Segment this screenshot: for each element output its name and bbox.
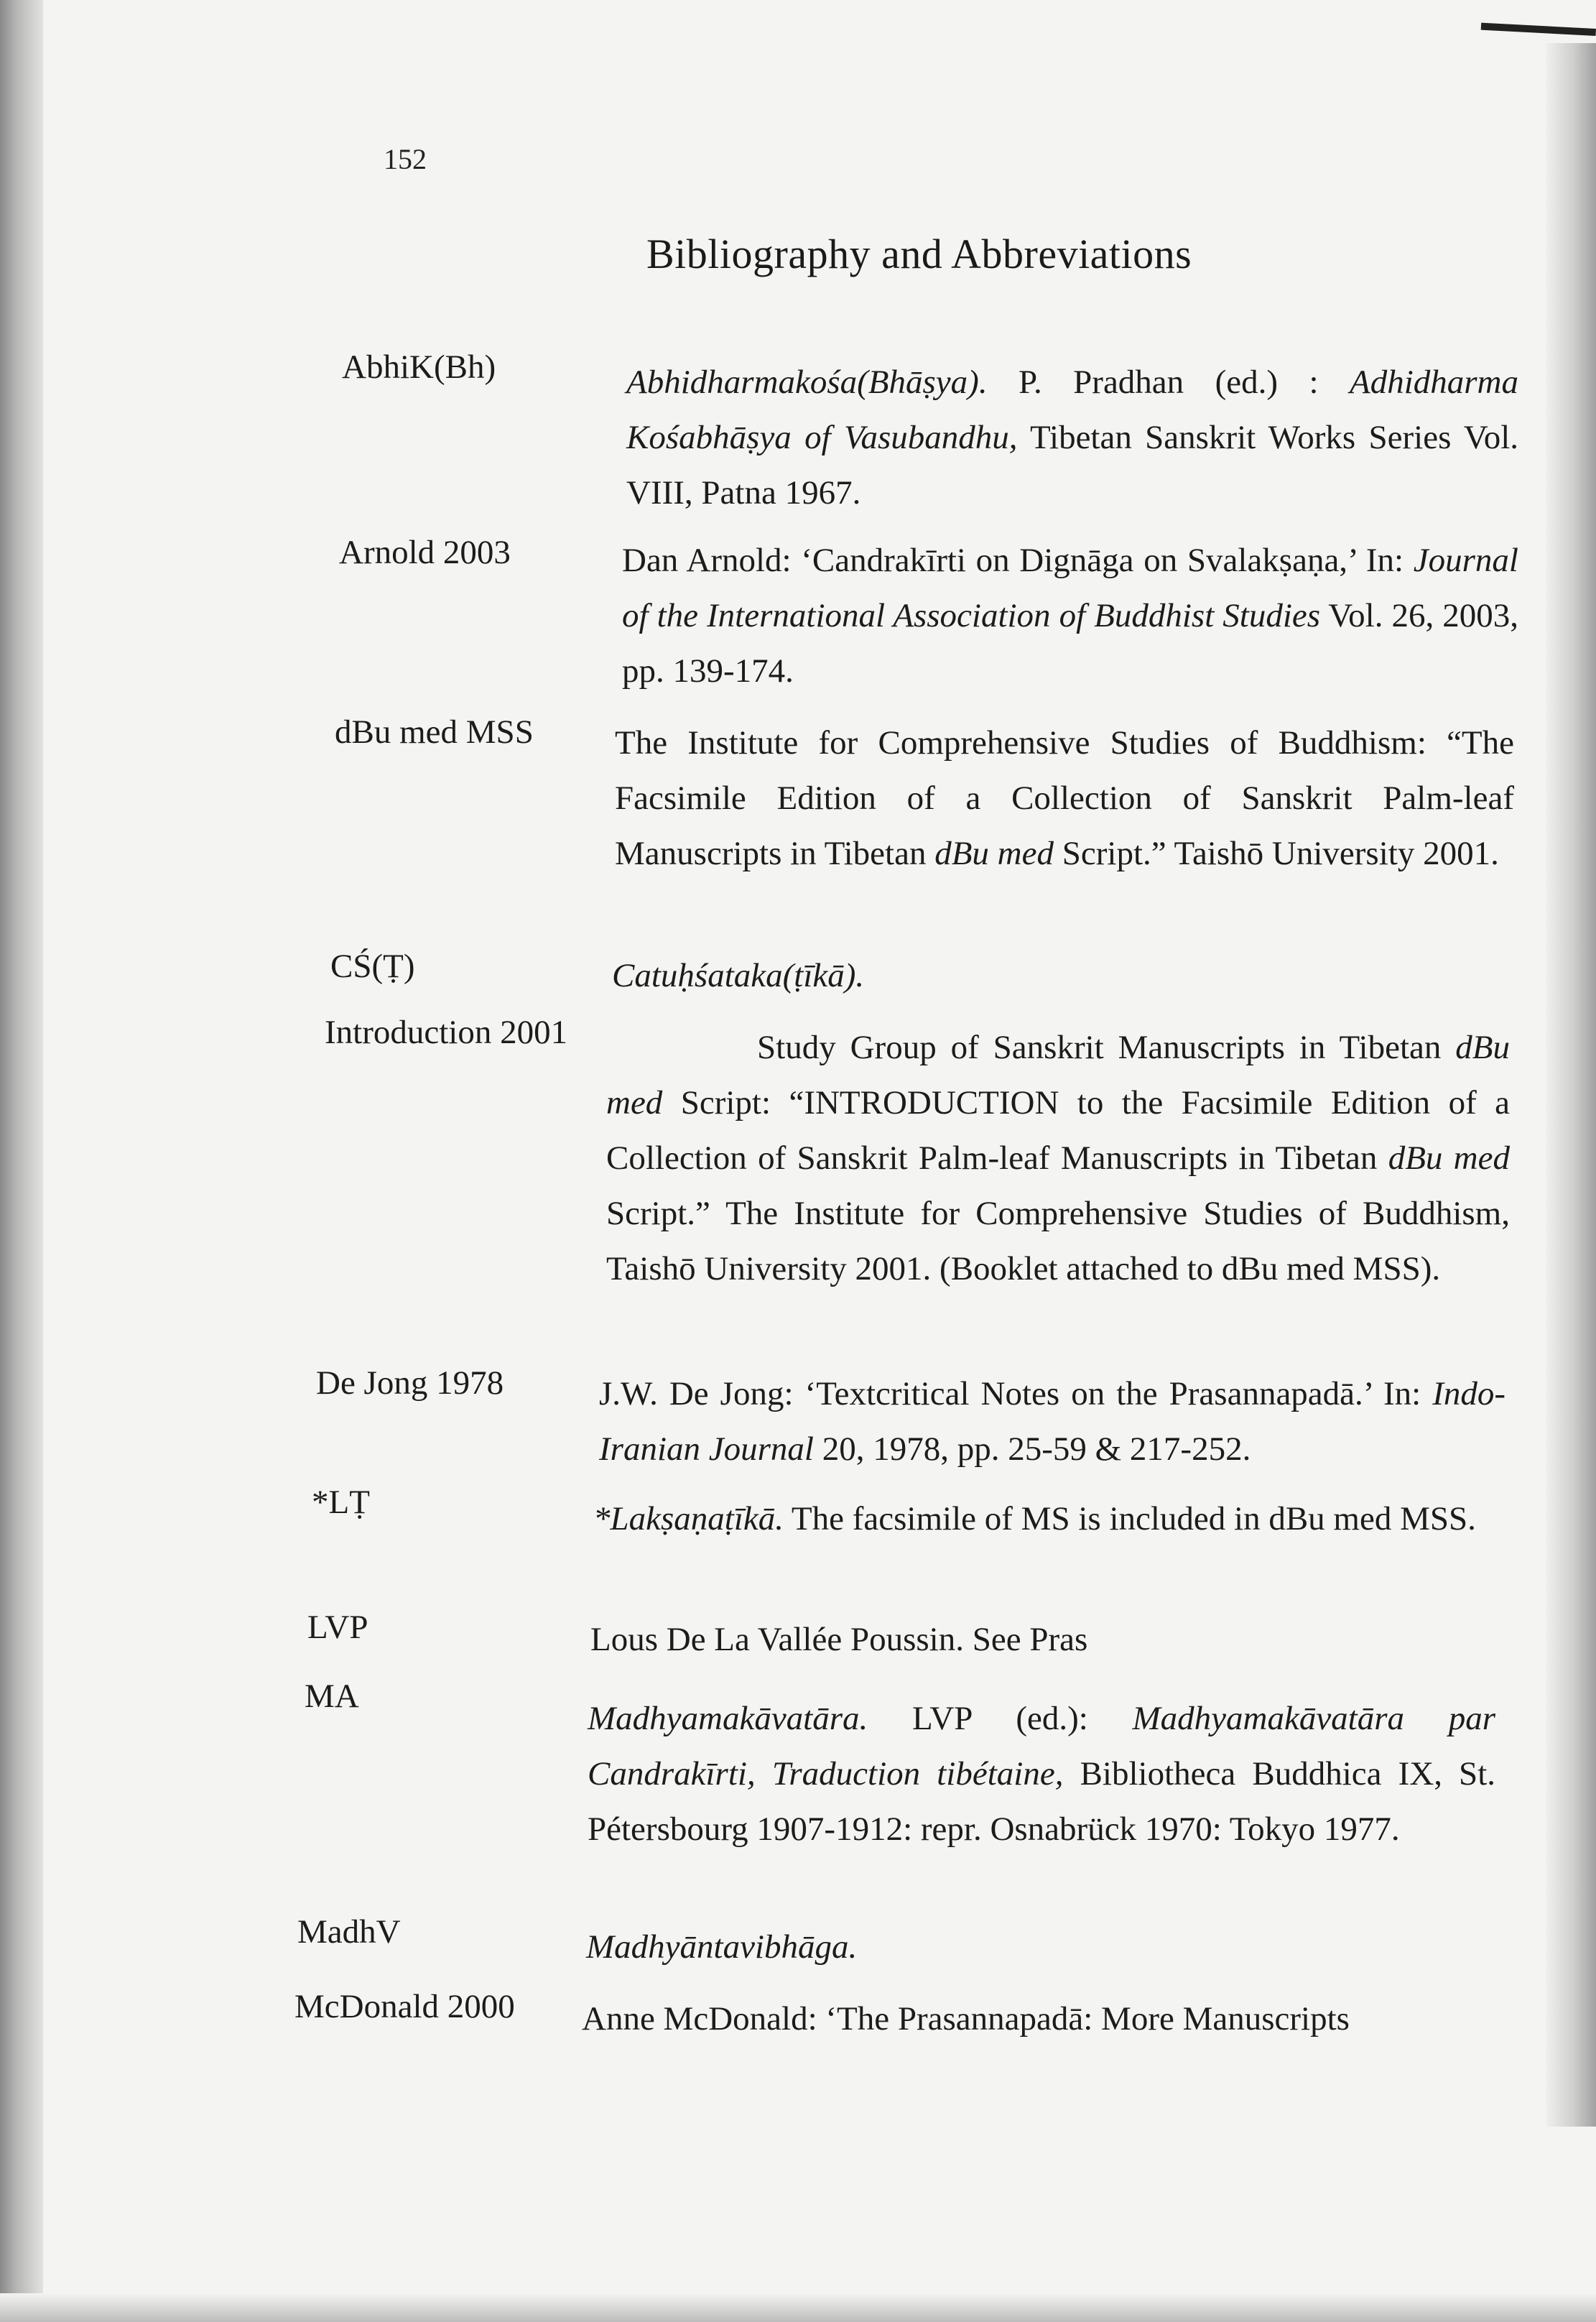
page-edge (1481, 23, 1596, 36)
desc-dbu-med-mss (615, 716, 1514, 882)
text-segment: LVP (ed.): (868, 1700, 1133, 1737)
text-segment: P. Pradhan (ed.) : (987, 364, 1350, 401)
abbr-abhik: AbhiK(Bh) (342, 348, 496, 386)
italic-segment: Catuḥśataka(ṭīkā). (612, 957, 865, 994)
italic-segment: dBu med (606, 1029, 1510, 1121)
desc-lt (593, 1491, 1503, 1547)
desc-lvp (590, 1612, 1500, 1668)
abbr-dbu-med-mss: dBu med MSS (335, 713, 534, 751)
text-segment: Script: “INTRODUCTION to the Facsimile Edition of a Collection of Sanskrit Palm-leaf Manuscripts in Tibetan (606, 1084, 1510, 1177)
italic-segment: Indo-Iranian Journal (599, 1375, 1505, 1468)
abbr-cs-t: CŚ(Ṭ) (330, 948, 415, 985)
desc-ma (588, 1691, 1495, 1857)
page-number: 152 (384, 143, 427, 175)
desc-madhv (586, 1920, 1493, 1975)
italic-segment: Madhyāntavibhāga. (586, 1928, 858, 1966)
desc-introduction-2001 (606, 1020, 1510, 1297)
page-title: Bibliography and Abbreviations (646, 231, 1192, 277)
abbr-arnold-2003: Arnold 2003 (339, 534, 511, 571)
desc-mcdonald-2000 (582, 1992, 1495, 2047)
abbr-introduction-2001: Introduction 2001 (325, 1014, 568, 1051)
scan-shadow-right (1546, 43, 1596, 2127)
italic-segment: dBu med (934, 835, 1054, 872)
italic-segment: *Lakṣaṇaṭīkā. (593, 1500, 784, 1537)
italic-segment: Madhyamakāvatāra. (588, 1700, 868, 1737)
text-segment: Anne McDonald: ‘The Prasannapadā: More Manuscripts (582, 2000, 1350, 2037)
italic-segment: Adhidharma Kośabhāṣya of Vasubandhu, (626, 364, 1518, 456)
scan-shadow-bottom (0, 2293, 1596, 2322)
abbr-lvp: LVP (307, 1609, 368, 1646)
italic-segment: Abhidharmakośa(Bhāṣya). (626, 364, 988, 401)
text-segment: The facsimile of MS is included in dBu med MSS. (784, 1500, 1476, 1537)
desc-arnold-2003 (622, 533, 1518, 699)
abbr-madhv: MadhV (297, 1913, 401, 1951)
text-segment: J.W. De Jong: ‘Textcritical Notes on the Prasannapadā.’ In: (599, 1375, 1433, 1412)
abbr-de-jong-1978: De Jong 1978 (316, 1364, 504, 1402)
italic-segment: dBu med (1388, 1139, 1510, 1177)
text-segment: Dan Arnold: ‘Candrakīrti on Dignāga on Svalakṣaṇa,’ In: (622, 542, 1414, 579)
abbr-mcdonald-2000: McDonald 2000 (294, 1988, 515, 2025)
abbr-lt: *LṬ (312, 1484, 370, 1521)
text-segment: Lous De La Vallée Poussin. See Pras (590, 1621, 1088, 1658)
desc-de-jong-1978 (599, 1366, 1505, 1477)
text-segment: The Institute for Comprehensive Studies of Buddhism: “The Facsimile Edition of a Collection of Sanskrit Palm-leaf Manuscripts in Tibetan (615, 724, 1514, 872)
desc-cs-t (612, 948, 1510, 1004)
italic-segment: Journal of the International Association of Buddhist Studies (622, 542, 1518, 634)
text-segment: Vol. 26, 2003, pp. 139-174. (622, 597, 1518, 690)
desc-abhik (626, 355, 1518, 521)
text-segment: Script.” Taishō University 2001. (1053, 835, 1499, 872)
text-segment: Tibetan Sanskrit Works Series Vol. VIII, Patna 1967. (626, 419, 1519, 512)
text-segment: Bibliotheca Buddhica IX, St. Pétersbourg 1907-1912: repr. Osnabrück 1970: Tokyo 1977. (588, 1755, 1495, 1848)
text-segment: Script.” The Institute for Comprehensive Studies of Buddhism, Taishō University 2001. (Booklet attached to dBu med MSS). (606, 1195, 1510, 1287)
text-segment: 20, 1978, pp. 25-59 & 217-252. (813, 1430, 1251, 1468)
italic-segment: Madhyamakāvatāra par Candrakīrti, Traduction tibétaine, (588, 1700, 1495, 1793)
scan-shadow-left (0, 0, 43, 2322)
text-segment: Study Group of Sanskrit Manuscripts in Tibetan (757, 1029, 1456, 1066)
abbr-ma: MA (305, 1678, 359, 1715)
